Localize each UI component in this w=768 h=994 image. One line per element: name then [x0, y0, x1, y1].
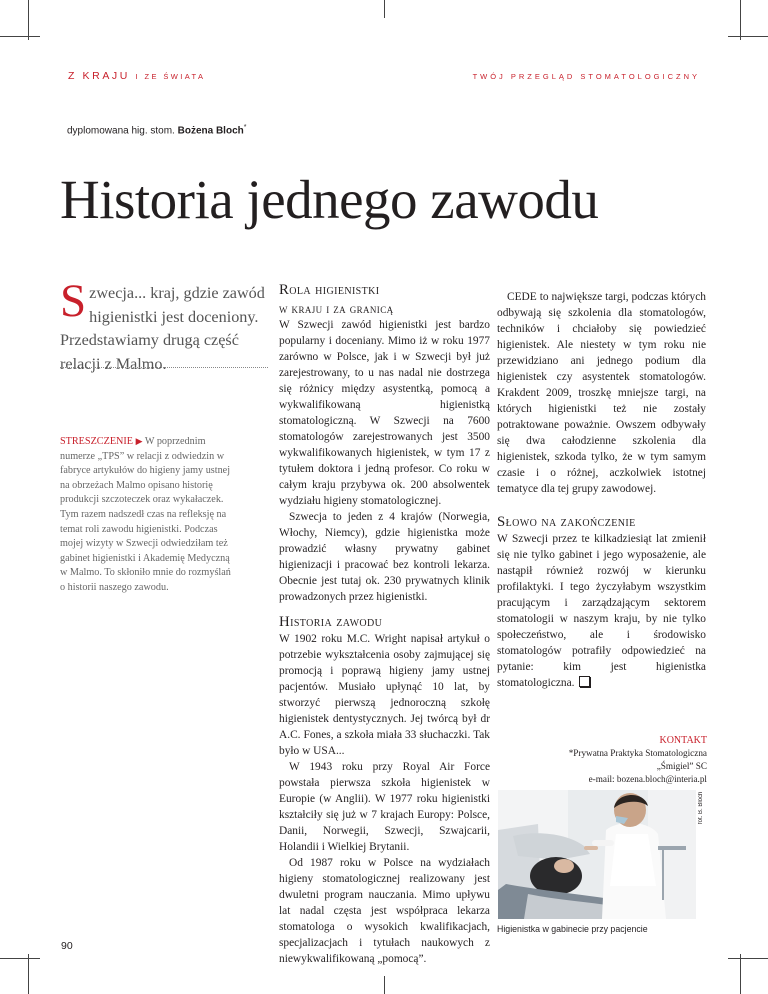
article-photo: [498, 790, 696, 919]
section-heading: Rola higienistki: [279, 282, 380, 298]
author-footnote-mark: *: [243, 124, 247, 131]
section-subheading: w kraju i za granicą: [279, 301, 394, 316]
paragraph-text: W Szwecji przez te kilkadziesiąt lat zmienił się nie tylko gabinet i jego wyposażenie, ale nastąpił również rozwój w kierunku profilaktyki. I tego życzyłabym wszystkim pracującym i zarządzającym sektorem stomatologii w naszym kraju, by nie tylko społeczeństwo, ale i środowisko stomatologów potrafiły odpowiedzieć na pytanie: kim jest higienistka stomatologiczna.: [497, 533, 706, 689]
end-of-article-icon: [579, 676, 590, 687]
photo-illustration: [498, 790, 696, 919]
crop-mark: [740, 954, 741, 994]
author-line: [67, 124, 246, 136]
crop-mark: [740, 0, 741, 40]
paragraph: W 1943 roku przy Royal Air Force powstała pierwsza szkoła higienistek w Europie (w Anglii). W 1977 roku higienistki kształciły się już w 7 krajach Europy: Polsce, Danii, Norwegii, Szwecji, Szwajcarii, Holandii i Wielkiej Brytanii.: [279, 761, 490, 853]
section-header: [68, 70, 205, 82]
abstract-label: STRESZCZENIE: [60, 436, 134, 447]
paragraph: Od 1987 roku w Polsce na wydziałach higieny stomatologicznej realizowany jest dwuletni program nauczania. Mimo upływu lat nadal częsta jest współpraca lekarza stomatologa o wysokich kwalifikacjach, specjalizacjach i tytułach naukowych z niewykwalifikowaną „pomocą”.: [279, 857, 490, 965]
photo-caption: Higienistka w gabinecie przy pacjencie: [497, 924, 648, 934]
section-heading: Historia zawodu: [279, 614, 383, 630]
section-title: Z KRAJU: [68, 70, 130, 82]
contact-practice: *Prywatna Praktyka Stomatologiczna: [568, 748, 707, 758]
photo-credit: fot. B. Bloch: [698, 791, 704, 824]
crop-mark: [384, 0, 385, 18]
abstract: [60, 434, 232, 596]
crop-mark: [28, 0, 29, 40]
crop-mark: [28, 954, 29, 994]
crop-mark: [0, 958, 40, 959]
author-name: Bożena Bloch: [177, 125, 244, 137]
paragraph: W 1902 roku M.C. Wright napisał artykuł o potrzebie wykształcenia osoby zajmującej się promocją i poprawą higieny jamy ustnej pacjentów. Musiało upłynąć 10 lat, by stworzyć pierwszą jednoroczną szkołę higienistek dentystycznych. Jej twórcą był dr A.C. Fones, a szkoła miała 33 słuchaczki. Tak było w USA...: [279, 633, 490, 757]
paragraph: W Szwecji zawód higienistki jest bardzo popularny i doceniany. Mimo iż w roku 1977 zarówno w Polsce, jak i w Szwecji był już zarejestrowany, to u nas nadal nie dostrzega się różnicy między asystentką, pomocą a wykwalifikowaną higienistką stomatologiczną. W Szwecji na 7600 stomatologów zarejestrowanych jest 3500 wykwalifikowanych higienistek, w tym 17 z tytułem doktora i jedną profesor. Co roku w całym kraju przybywa ok. 200 absolwentek wydziału higieny stomatologicznej.: [279, 319, 490, 507]
paragraph: CEDE to największe targi, podczas których odbywają się szkolenia dla stomatologów, techników i chciałoby się powiedzieć higienistek. Ale niestety w tym roku nie przewidziano ani jednego podium dla higienistek czy asystentek stomatologów. Krakdent 2009, troszkę mniejsze targi, na których higienistki też nie zostały potraktowane poważnie. Owszem odbywały się dwa całodzienne szkolenia dla higienistek, szkoda tylko, że w tym samym czasie i o różnej, aczkolwiek istotnej tematyce dla tej grupy zawodowej.: [497, 291, 706, 495]
page-number: 90: [61, 940, 73, 952]
contact-practice-name: „Śmigiel” SC: [656, 761, 707, 771]
article-title: Historia jednego zawodu: [60, 169, 599, 230]
contact-box: [569, 734, 707, 786]
crop-mark: [384, 976, 385, 994]
section-historia-continued: [497, 289, 706, 497]
article-lead: [60, 275, 267, 376]
crop-mark: [728, 958, 768, 959]
section-rola: [279, 282, 490, 605]
abstract-text: W poprzednim numerze „TPS” w relacji z odwiedzin w fabryce artykułów do higieny jamy ustnej na obrzeżach Malmo opisano historię produkcji szczoteczek oraz wykałaczek. Tym razem nadszedł czas na refleksję na temat roli zawodu higienistki. Podczas mojej wizyty w Szwecji odwiedziłam też gabinet higienistki i Akademię Medyczną w Malmo. To skłoniło mnie do rozmyślań o historii naszego zawodu.: [60, 436, 231, 593]
section-body: [497, 289, 706, 497]
paragraph: Szwecja to jeden z 4 krajów (Norwegia, Włochy, Niemcy), gdzie higienistka może prowadzić własny prywatny gabinet higienizacji i pracować bez kontroli lekarza. Obecnie jest tutaj ok. 230 prywatnych klinik prowadzonych przez higienistki.: [279, 511, 490, 603]
arrow-icon: ▶: [135, 436, 143, 446]
section-body: [279, 631, 490, 965]
crop-mark: [0, 36, 40, 37]
magazine-title: TWÓJ PRZEGLĄD STOMATOLOGICZNY: [472, 72, 700, 81]
author-prefix: dyplomowana hig. stom.: [67, 125, 175, 137]
section-slowo: [497, 514, 706, 691]
crop-mark: [728, 36, 768, 37]
lead-text: zwecja... kraj, gdzie zawód higienistki jest doceniony. Przedstawiamy drugą część relacji z Malmo.: [60, 284, 265, 373]
dotted-divider: [60, 367, 268, 368]
contact-heading: KONTAKT: [659, 735, 707, 746]
drop-cap: S: [60, 275, 87, 327]
section-body: [279, 317, 490, 605]
section-heading: Słowo na zakończenie: [497, 514, 636, 530]
section-historia: [279, 614, 490, 965]
section-subtitle: I ZE ŚWIATA: [135, 72, 206, 81]
section-body: [497, 531, 706, 691]
contact-email: e-mail: bozena.bloch@interia.pl: [588, 774, 707, 784]
paragraph: [497, 531, 706, 691]
